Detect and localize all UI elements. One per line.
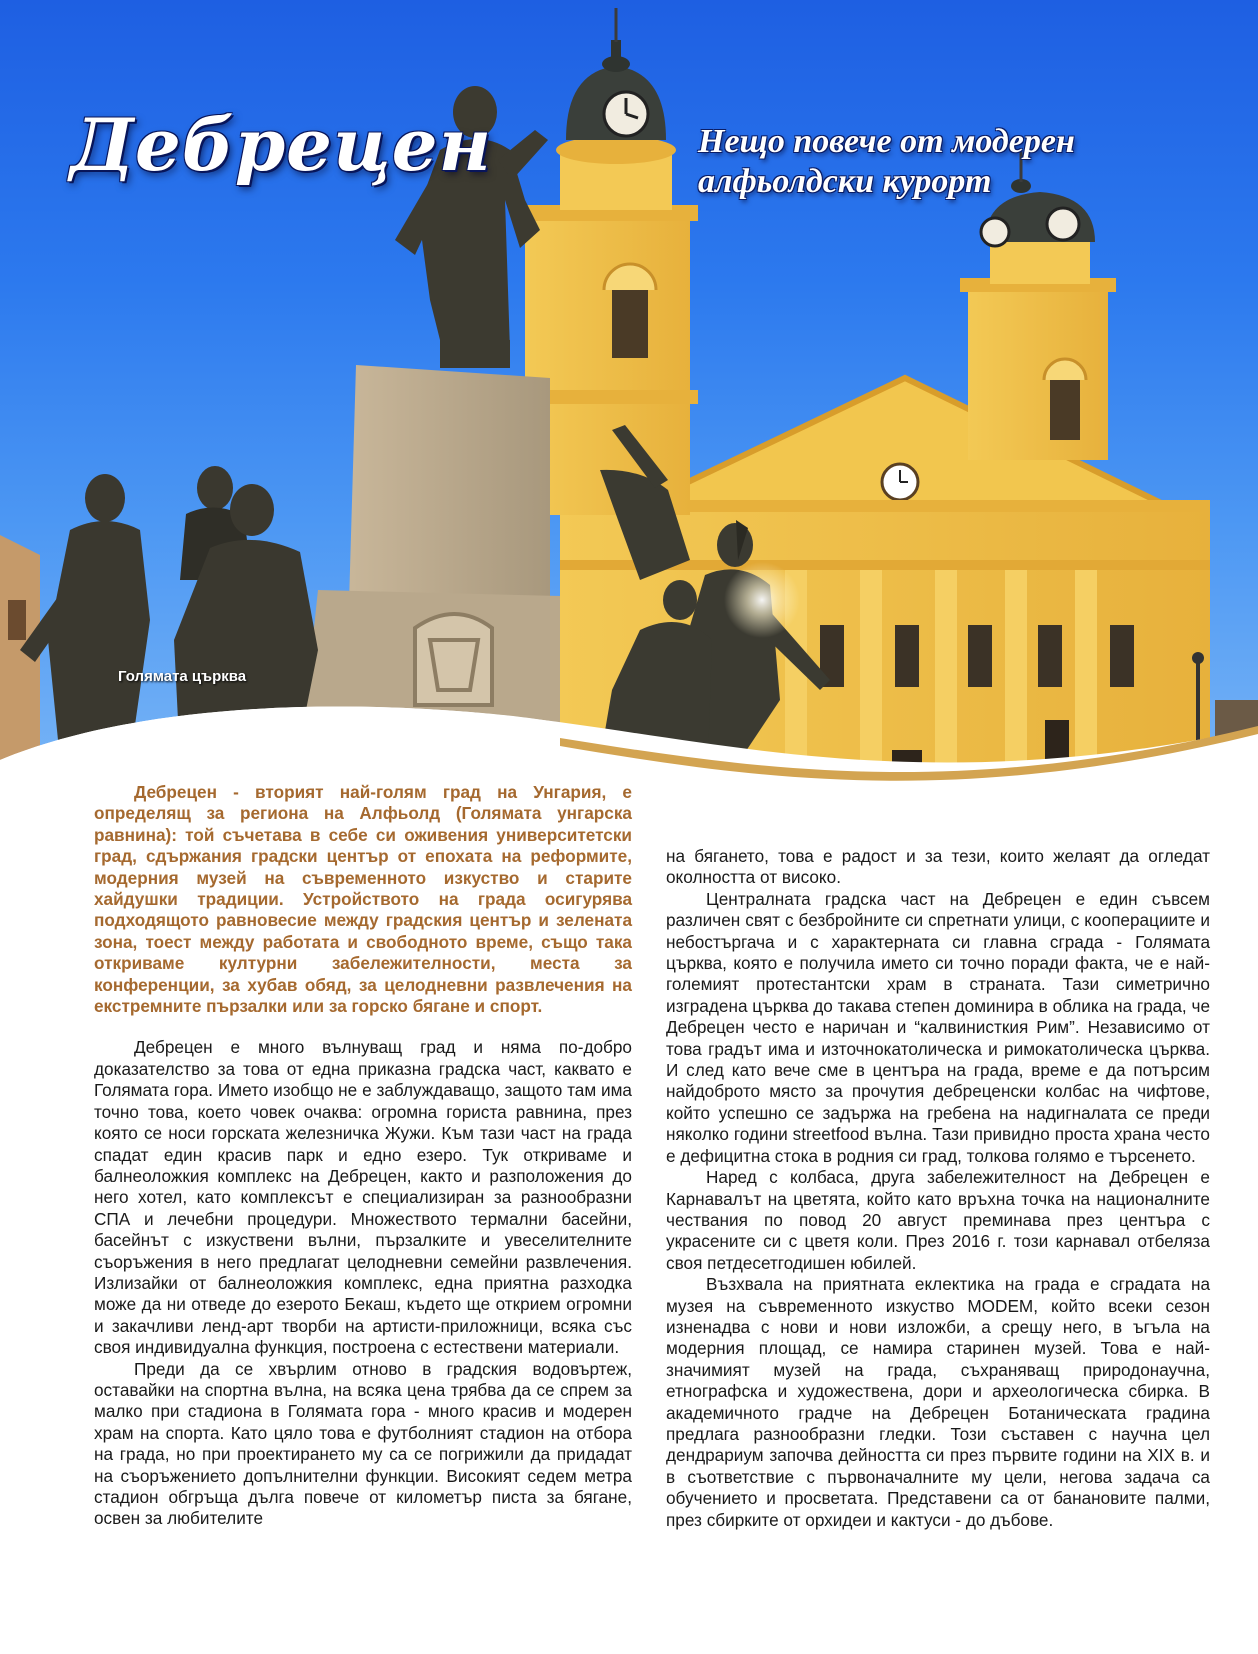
page-subtitle	[698, 122, 1118, 202]
article-paragraph: Дебрецен е много вълнуващ град и няма по-добро доказателство за това от една приказна градска част, каквато е Голямата гора. Името изобщо не е заблуждаващо, защото там има точно това, което човек очаква: огромна гориста равнина, през която се носи горската железничка Жужи. Към тази част на града спадат един красив парк и едно езеро. Тук откриваме и балнеоложкия комплекс на Дебрецен, както и разположения до него хотел, като комплексът е специализиран за разнообразни СПА и лечебни процедури. Множеството термални басейни, басейнът с изкуствени вълни, пързалките и увеселителните съоръжения в него предлагат целодневни семейни развлечения. Излизайки от балнеоложкия комплекс, една приятна разходка може да ни отведе до езерото Бекаш, където ще открием огромни и закачливи ленд-арт творби на артисти-приложници, всяка със своя индивидуална функция, построена с естествени материали.	[94, 1037, 632, 1358]
article-paragraph: Наред с колбаса, друга забележителност на Дебрецен е Карнавалът на цветята, който като връхна точка на националните чествания по повод 20 август преминава през центъра с украсените си с цветя коли. През 2016 г. този карнавал отбеляза своя петдесетгодишен юбилей.	[666, 1167, 1210, 1273]
article-paragraph: Преди да се хвърлим отново в градския водовъртеж, оставайки на спортна вълна, на всяка цена трябва да се спрем за малко при стадиона в Голямата гора - много красив и модерен храм на спорта. Като цяло това е футболният стадион на отбора на града, но при проектирането му са се погрижили да придадат на съоръжението допълнителни функции. Високият седем метра стадион обгръща дълга повече от километър писта за бягане, освен за любителите	[94, 1358, 632, 1529]
photo-caption: Голямата църква	[118, 668, 247, 685]
article-column-left	[94, 782, 632, 1530]
subtitle-line-2: алфьолдски курорт	[698, 163, 992, 200]
article-lead: Дебрецен - вторият най-голям град на Унгария, е определящ за региона на Алфьолд (Голямата унгарска равнина): той съчетава в себе си оживения университетски град, сдържания градски център от епохата на реформите, модерния музей на съвременното изкуство и старите хайдушки традиции. Устройството на града осигурява подходящото равновесие между градския център и зелената зона, тоест между работата и свободното време, също така откриваме културни забележителности, места за конференции, за хубав обяд, за целодневни развлечения на екстремните пързалки или за горско бягане и спорт.	[94, 782, 632, 1017]
article-paragraph-continued: на бягането, това е радост и за тези, които желаят да огледат околността от високо.	[666, 846, 1210, 888]
article-column-right	[666, 846, 1210, 1531]
article-paragraph: Централната градска част на Дебрецен е един съвсем различен свят с безбройните си спретнати улици, с кооперациите и небостъргача и с характерната си главна сграда - Голямата църква, която е получила името си точно поради факта, че е най-големият протестантски храм в страната. Тази симетрично изградена църква до такава степен доминира в облика на града, че Дебрецен често е наричан и “калвинисткия Рим”. Независимо от това градът има и източнокатолическа и римокатолическа църква. И след като вече сме в центъра на града, време е да потърсим найдоброто място за прочутия дебреценски колбас на чифтове, който успешно се задържа на гребена на надигналата се преди няколко години streetfood вълна. Тази привидно проста храна често е дефицитна стока в родния си град, толкова голямо е търсенето.	[666, 888, 1210, 1166]
hero-photo	[0, 0, 1258, 800]
page-title: Дебрецен	[70, 102, 493, 187]
article-paragraph: Възхвала на приятната еклектика на града е сградата на музея на съвременното изкуство MODEM, който всеки сезон изненадва с нови и нови изложби, а срещу него, в ъгъла на модерния площад, се намира старинен музей. Това е най-значимият музей на града, съхраняващ природонаучна, етнографска и художествена, дори и археологическа сбирка. В академичното градче на Дебрецен Ботаническата градина предлага разнообразни гледки. Този съставен с научна цел дендрариум започва дейността си през първите години на XIX в. и в съответствие с първоначалните му цели, негова задача са обучението и просветата. Представени са от банановите палми, през сбирките от орхидеи и кактуси - до дъбове.	[666, 1274, 1210, 1530]
subtitle-line-1: Нещо повече от модерен	[698, 123, 1075, 160]
